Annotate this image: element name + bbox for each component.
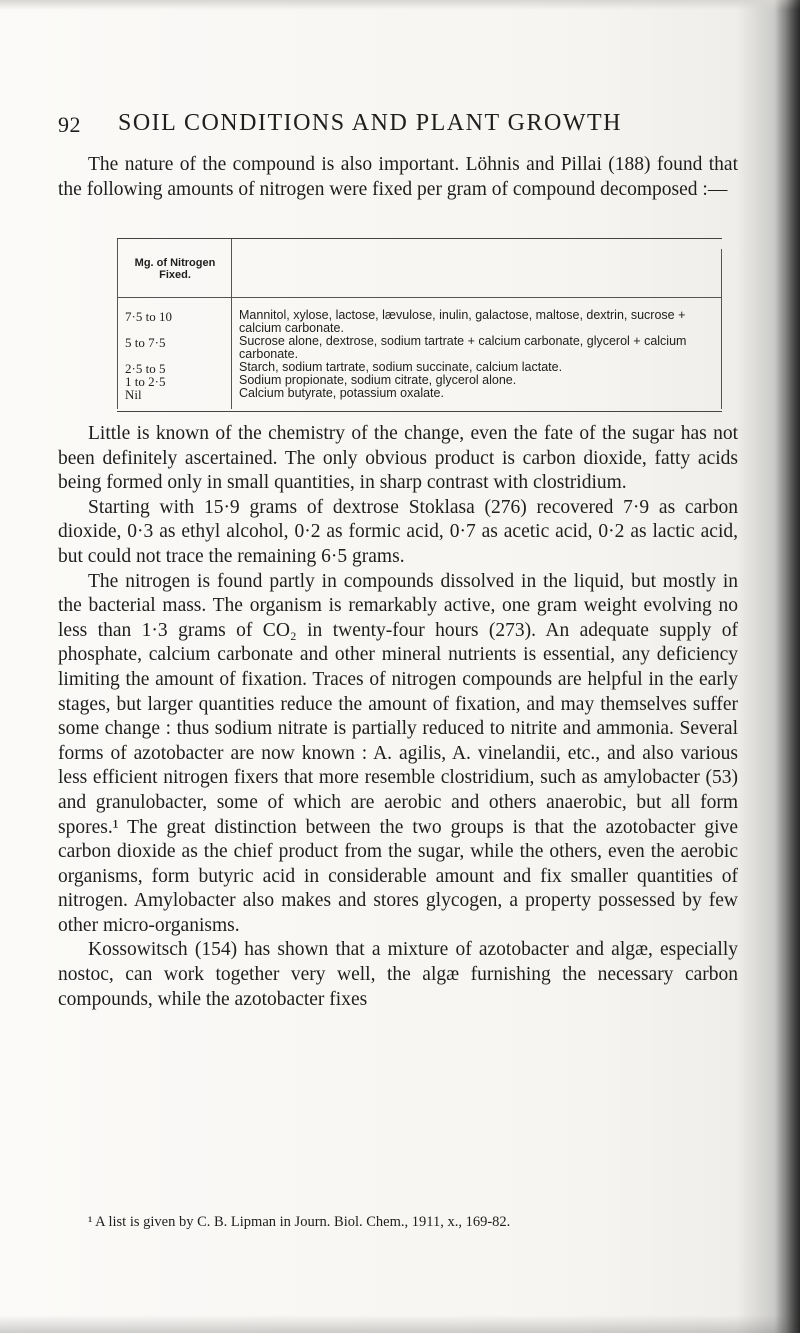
table-border-right xyxy=(721,249,722,409)
table-border-left xyxy=(117,239,118,409)
table-cell-compounds: Sucrose alone, dextrose, sodium tartrate + calcium carbonate, glycerol + calcium carbonate. xyxy=(239,334,687,361)
table-header-rule xyxy=(117,297,722,298)
paragraph: Starting with 15·9 grams of dextrose Stoklasa (276) recovered 7·9 as carbon dioxide, 0·3 as ethyl alcohol, 0·2 as formic acid, 0·7 as acetic acid, 0·2 as lactic acid, but could not trace the remaining 6·5 grams. xyxy=(58,496,738,567)
table-cell-amount: 2·5 to 5 xyxy=(125,361,166,376)
table-cell-compounds: Starch, sodium tartrate, sodium succinate, calcium lactate. xyxy=(239,360,563,374)
intro-paragraph: The nature of the compound is also important. Löhnis and Pillai (188) found that the following amounts of nitrogen were fixed per gram of compound decomposed :— xyxy=(58,154,738,200)
table-cell-compounds: Calcium butyrate, potassium oxalate. xyxy=(239,386,444,400)
page-bottom-shadow xyxy=(0,1315,800,1333)
table-cell-amount: Nil xyxy=(125,387,142,402)
body-text xyxy=(58,422,738,1012)
page-edge-shadow xyxy=(774,0,800,1333)
table-cell-compounds: Mannitol, xylose, lactose, lævulose, inulin, galactose, maltose, dextrin, sucrose + calcium carbonate. xyxy=(239,308,686,335)
nitrogen-fixation-table xyxy=(117,238,722,412)
table-column-header: Mg. of Nitrogen Fixed. xyxy=(134,257,216,281)
page-number: 92 xyxy=(58,112,81,137)
page-top-shadow xyxy=(0,0,800,10)
table-cell-amount: 7·5 to 10 xyxy=(125,309,172,324)
paragraph: The nitrogen is found partly in compounds dissolved in the liquid, but mostly in the bacterial mass. The organism is remarkably active, one gram weight evolving no less than 1·3 grams of CO₂ in twenty-four hours (273). An adequate supply of phosphate, calcium carbonate and other mineral nutrients is essential, any deficiency limiting the amount of fixation. Traces of nitrogen compounds are helpful in the early stages, but larger quantities reduce the amount of fixation, and may themselves suffer some change : thus sodium nitrate is partially reduced to nitrite and ammonia. Several forms of azotobacter are now known : A. agilis, A. vinelandii, etc., and also various less efficient nitrogen fixers that more resemble clostridium, such as amylobacter (53) and granulobacter, some of which are aerobic and others anaerobic, but all form spores.¹ The great distinction between the two groups is that the azotobacter give carbon dioxide as the chief product from the sugar, while the others, even the aerobic organisms, form butyric acid in considerable amount and fix smaller quantities of nitrogen. Amylobacter also makes and stores glycogen, a property possessed by few other micro-organisms. xyxy=(58,570,738,936)
running-title: SOIL CONDITIONS AND PLANT GROWTH xyxy=(118,110,622,136)
table-cell-amount: 1 to 2·5 xyxy=(125,374,166,389)
table-column-divider xyxy=(231,239,232,409)
paragraph: Little is known of the chemistry of the change, even the fate of the sugar has not been definitely ascertained. The only obvious product is carbon dioxide, fatty acids being formed only in small quantities, in sharp contrast with clostridium. xyxy=(58,423,738,494)
table-cell-amount: 5 to 7·5 xyxy=(125,335,166,350)
paragraph: Kossowitsch (154) has shown that a mixture of azotobacter and algæ, especially nostoc, can work together very well, the algæ furnishing the necessary carbon compounds, while the azotobacter fixes xyxy=(58,939,738,1010)
page-header xyxy=(58,110,738,140)
footnote: ¹ A list is given by C. B. Lipman in Journ. Biol. Chem., 1911, x., 169-82. xyxy=(88,1214,511,1230)
table-cell-compounds: Sodium propionate, sodium citrate, glycerol alone. xyxy=(239,373,517,387)
